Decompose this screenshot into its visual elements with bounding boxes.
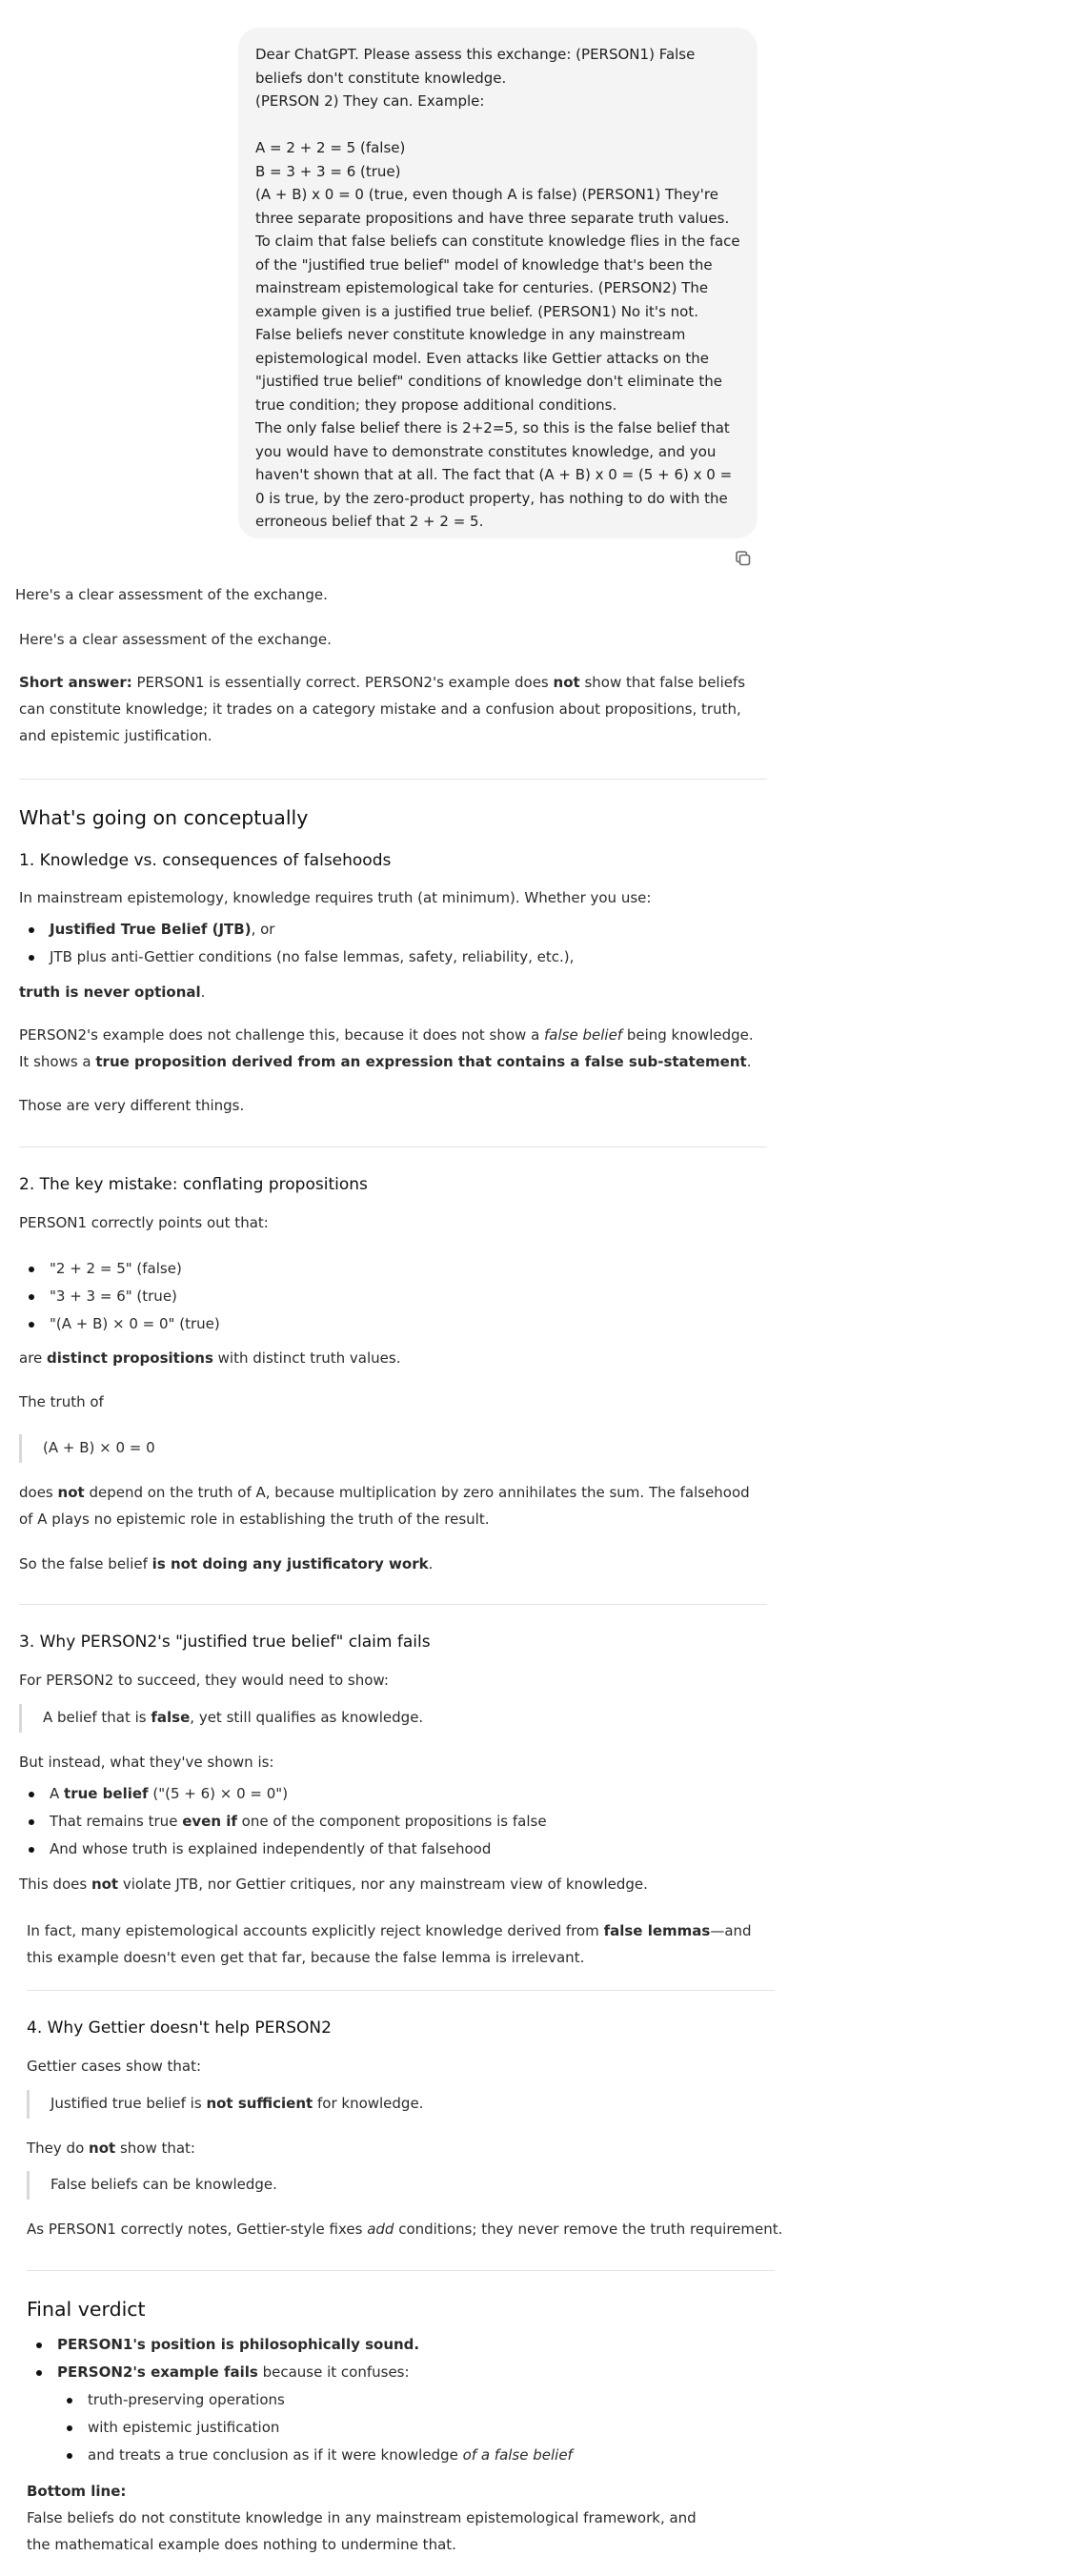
bottom-line-label: Bottom line: xyxy=(27,2483,127,2500)
response-intro-repeat: Here's a clear assessment of the exchange. xyxy=(19,631,332,648)
paragraph: As PERSON1 correctly notes, Gettier-style fixes add conditions; they never remove the truth requirement. xyxy=(27,2221,783,2238)
paragraph: For PERSON2 to succeed, they would need to show: xyxy=(19,1672,389,1689)
user-message-text: False beliefs never constitute knowledge in any mainstream epistemological model. Even attacks like Gettier attacks on the "justified true belief" conditions of knowledge don't eliminate the true condition; they propose additional conditions. xyxy=(255,326,722,414)
list-item: JTB plus anti-Gettier conditions (no false lemmas, safety, reliability, etc.), xyxy=(50,943,574,970)
subsection-title: 4. Why Gettier doesn't help PERSON2 xyxy=(27,2018,332,2038)
paragraph: So the false belief is not doing any justificatory work. xyxy=(19,1555,434,1572)
list-item: and treats a true conclusion as if it were knowledge of a false belief xyxy=(88,2442,573,2468)
paragraph: Those are very different things. xyxy=(19,1097,245,1114)
user-message-text: A = 2 + 2 = 5 (false) xyxy=(255,139,406,156)
list-item: Justified True Belief (JTB), or xyxy=(50,916,274,943)
list-item: truth-preserving operations xyxy=(88,2386,285,2413)
short-answer: Short answer: PERSON1 is essentially correct. PERSON2's example does not show that false beliefs can constitute knowledge; it trades on a category mistake and a confusion about propositions, truth, and epistemic justification. xyxy=(19,674,746,744)
divider xyxy=(19,1604,767,1605)
list-item: "2 + 2 = 5" (false) xyxy=(50,1255,182,1282)
blockquote xyxy=(27,2171,30,2200)
list-item: with epistemic justification xyxy=(88,2414,279,2441)
subsection-title: 3. Why PERSON2's "justified true belief" claim fails xyxy=(19,1633,431,1652)
list-item: "(A + B) × 0 = 0" (true) xyxy=(50,1310,220,1337)
paragraph: PERSON1 correctly points out that: xyxy=(19,1214,269,1231)
copy-icon[interactable] xyxy=(734,549,753,568)
list-item: "3 + 3 = 6" (true) xyxy=(50,1283,177,1309)
list-item: PERSON1's position is philosophically sound. xyxy=(57,2331,419,2358)
blockquote-text: (A + B) × 0 = 0 xyxy=(43,1439,155,1456)
paragraph: are distinct propositions with distinct truth values. xyxy=(19,1349,401,1367)
user-message-text: (PERSON 2) They can. Example: xyxy=(255,92,485,110)
user-message-text: Dear ChatGPT. Please assess this exchange: (PERSON1) False beliefs don't constitute knowledge. xyxy=(255,46,696,87)
blockquote xyxy=(27,2090,30,2119)
blockquote xyxy=(19,1704,22,1733)
paragraph: The truth of xyxy=(19,1393,104,1410)
bottom-line-text: False beliefs do not constitute knowledge in any mainstream epistemological framework, and the mathematical example does nothing to undermine that. xyxy=(27,2509,697,2553)
paragraph: truth is never optional. xyxy=(19,984,206,1001)
divider xyxy=(19,1146,767,1147)
paragraph: In fact, many epistemological accounts explicitly reject knowledge derived from false lemmas—and this example doesn't even get that far, because the false lemma is irrelevant. xyxy=(27,1922,752,1966)
user-message-text: The only false belief there is 2+2=5, so this is the false belief that you would have to demonstrate constitutes knowledge, and you haven't shown that at all. The fact that (A + B) x 0 = (5 + 6) x 0 = 0 is true, by the zero-product property, has nothing to do with the erroneous belief that 2 + 2 = 5. xyxy=(255,419,733,530)
section-title: What's going on conceptually xyxy=(19,806,309,829)
divider xyxy=(19,779,767,780)
subsection-title: 2. The key mistake: conflating propositions xyxy=(19,1175,368,1194)
paragraph: But instead, what they've shown is: xyxy=(19,1754,274,1771)
subsection-title: 1. Knowledge vs. consequences of falsehoods xyxy=(19,851,392,870)
list-item: PERSON2's example fails because it confuses: xyxy=(57,2359,410,2385)
paragraph: This does not violate JTB, nor Gettier critiques, nor any mainstream view of knowledge. xyxy=(19,1876,648,1893)
user-message-text: B = 3 + 3 = 6 (true) xyxy=(255,162,401,180)
divider xyxy=(27,2270,775,2271)
paragraph: Gettier cases show that: xyxy=(27,2058,202,2075)
paragraph: In mainstream epistemology, knowledge requires truth (at minimum). Whether you use: xyxy=(19,889,652,906)
paragraph: does not depend on the truth of A, because multiplication by zero annihilates the sum. The falsehood of A plays no epistemic role in establishing the truth of the result. xyxy=(19,1484,750,1528)
response-intro: Here's a clear assessment of the exchange. xyxy=(15,586,328,603)
divider xyxy=(27,1990,775,1991)
user-message-bubble xyxy=(238,28,758,538)
user-message-text: (A + B) x 0 = 0 (true, even though A is false) (PERSON1) They're three separate propositions and have three separate truth values. To claim that false beliefs can constitute knowledge flies in the face of the "justified true belief" model of knowledge that's been the mainstream epistemological take for centuries. (PERSON2) The example given is a justified true belief. (PERSON1) No it's not. xyxy=(255,186,740,320)
blockquote xyxy=(19,1434,22,1463)
blockquote-text: Justified true belief is not sufficient for knowledge. xyxy=(51,2095,424,2112)
blockquote-text: False beliefs can be knowledge. xyxy=(51,2176,277,2193)
paragraph: PERSON2's example does not challenge this, because it does not show a false belief being knowledge. It shows a true proposition derived from an expression that contains a false sub-statement. xyxy=(19,1026,754,1070)
list-item: And whose truth is explained independently of that falsehood xyxy=(50,1836,491,1862)
list-item: That remains true even if one of the component propositions is false xyxy=(50,1808,547,1835)
blockquote-text: A belief that is false, yet still qualifies as knowledge. xyxy=(43,1709,424,1726)
section-title: Final verdict xyxy=(27,2298,146,2321)
paragraph: They do not show that: xyxy=(27,2140,195,2157)
list-item: A true belief ("(5 + 6) × 0 = 0") xyxy=(50,1780,288,1807)
